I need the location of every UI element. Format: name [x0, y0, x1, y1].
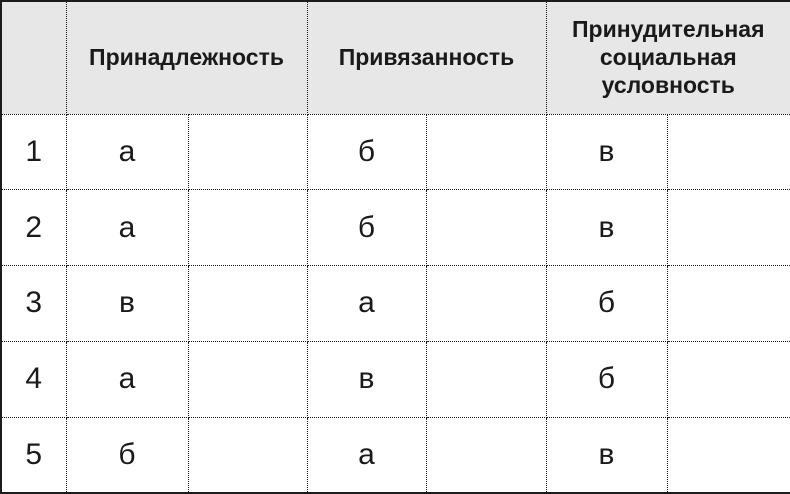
value-cell: а [307, 266, 426, 342]
table-header [1, 1, 790, 114]
value-cell: в [546, 417, 667, 493]
value-cell: б [546, 266, 667, 342]
column-header-label: Принадлежность [89, 43, 284, 70]
value-cell: б [307, 190, 426, 266]
column-header-attachment [307, 1, 546, 114]
empty-cell [667, 417, 790, 493]
corner-header-cell [1, 1, 66, 114]
value-cell: а [66, 190, 188, 266]
value-cell: б [307, 114, 426, 190]
empty-cell [426, 266, 546, 342]
row-number-cell: 4 [1, 341, 66, 417]
empty-cell [188, 266, 307, 342]
value-cell: а [66, 114, 188, 190]
empty-cell [667, 266, 790, 342]
table-row [1, 114, 790, 190]
value-cell: б [66, 417, 188, 493]
value-cell: в [546, 114, 667, 190]
empty-cell [188, 190, 307, 266]
value-cell: а [66, 341, 188, 417]
empty-cell [188, 341, 307, 417]
column-header-forced-social-convention [546, 1, 790, 114]
row-number-cell: 1 [1, 114, 66, 190]
table-row [1, 341, 790, 417]
row-number-cell: 5 [1, 417, 66, 493]
row-number-cell: 3 [1, 266, 66, 342]
value-cell: в [66, 266, 188, 342]
column-header-label: Привязанность [338, 43, 515, 70]
table-row [1, 417, 790, 493]
table-row [1, 190, 790, 266]
table-row [1, 266, 790, 342]
empty-cell [426, 417, 546, 493]
header-row [1, 1, 790, 114]
empty-cell [667, 190, 790, 266]
column-header-belonging [66, 1, 307, 114]
empty-cell [667, 114, 790, 190]
empty-cell [426, 114, 546, 190]
value-cell: в [546, 190, 667, 266]
row-number-cell: 2 [1, 190, 66, 266]
table-body [1, 114, 790, 493]
empty-cell [188, 417, 307, 493]
empty-cell [188, 114, 307, 190]
value-cell: а [307, 417, 426, 493]
empty-cell [426, 190, 546, 266]
value-cell: б [546, 341, 667, 417]
value-cell: в [307, 341, 426, 417]
empty-cell [667, 341, 790, 417]
empty-cell [426, 341, 546, 417]
column-header-label: Принудительная социальная условность [572, 16, 765, 98]
